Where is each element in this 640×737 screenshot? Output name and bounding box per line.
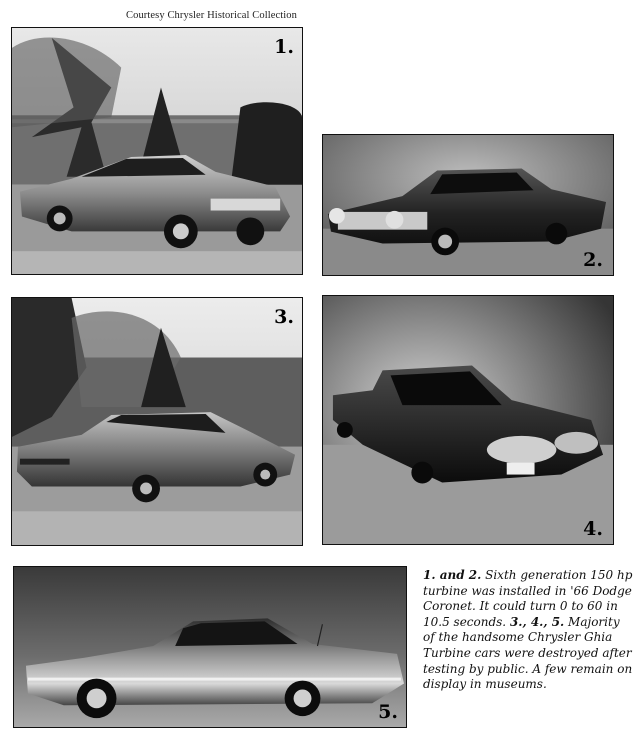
- coronet-front-image: [12, 28, 302, 274]
- caption-text-1-2: Sixth generation 150 hp turbine was installed in '66 Dodge Coronet. It could turn 0 to 60 in 10.5 seconds.: [423, 568, 633, 629]
- coronet-rear-image: [12, 298, 302, 545]
- caption-ref-1-2: 1. and 2.: [423, 568, 482, 582]
- ghia-rear-image: [323, 296, 613, 544]
- caption-text-3-4-5: Majority of the handsome Chrysler Ghia Turbine cars were destroyed after testing by public. A few remain on display in museums.: [423, 614, 633, 692]
- photo-2-label: 2.: [583, 249, 603, 271]
- photo-5-label: 5.: [378, 701, 398, 723]
- photo-5: [13, 566, 407, 728]
- photo-4-label: 4.: [583, 518, 603, 540]
- photo-3: [11, 297, 303, 546]
- photo-4: [322, 295, 614, 545]
- photo-3-label: 3.: [274, 306, 294, 328]
- caption-ref-3-4-5: 3., 4., 5.: [509, 614, 565, 629]
- ghia-side-image: [14, 567, 406, 727]
- caption: [423, 568, 635, 693]
- ghia-front-image: [323, 135, 613, 275]
- photo-credit: Courtesy Chrysler Historical Collection: [126, 10, 297, 21]
- photo-2: [322, 134, 614, 276]
- photo-1: [11, 27, 303, 275]
- photo-1-label: 1.: [274, 36, 294, 58]
